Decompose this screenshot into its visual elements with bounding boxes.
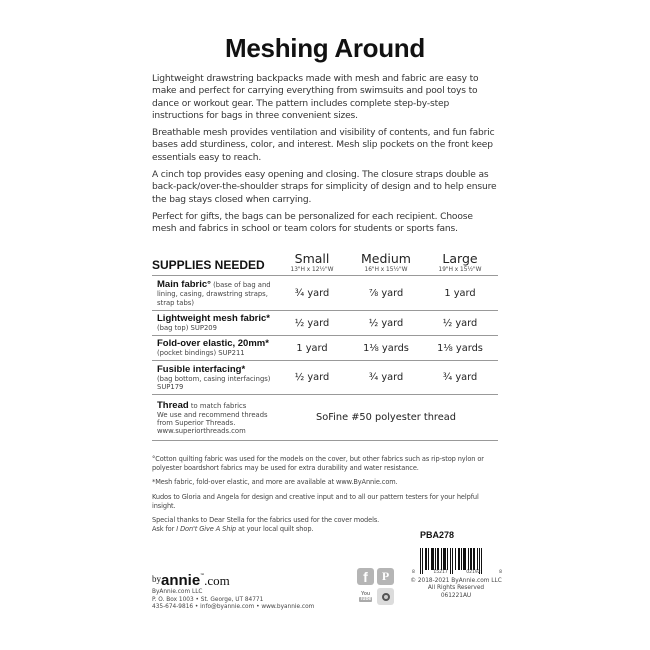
intro-paragraph: Perfect for gifts, the bags can be personalized for each recipient. Choose mesh and fabrics in school or team colors for students or sports fans. [152,211,473,235]
youtube-icon[interactable]: You Tube [357,588,374,605]
supply-desc: (base of bag and lining, casing, drawstring straps, strap tabs) [157,281,271,307]
qty-small: ¾ yard [294,287,330,299]
table-row [152,276,498,311]
supply-name: Thread [157,399,189,411]
intro-text [152,73,498,241]
publisher-address [152,589,314,612]
social-icons [357,568,397,605]
supply-sub: (bag top) SUP209 [157,324,217,333]
intro-paragraph: A cinch top provides easy opening and closing. The closure straps double as back-pack/over-the-shoulder straps for simplicity of design and to help ensure the bag stays closed when carrying. [152,170,497,205]
publisher-block [152,567,314,612]
table-row [152,311,498,336]
size-column-small [275,252,349,275]
company-name: ByAnnie.com LLC [152,589,203,595]
intro-paragraph: Lightweight drawstring backpacks made with mesh and fabric are easy to make and perfect for carrying everything from swimsuits and pool toys to dance or workout gear. The pattern includes complete step-by-step instructions for bags in three convenient sizes. [152,74,479,121]
intro-paragraph: Breathable mesh provides ventilation and visibility of contents, and fun fabric bases add sturdiness, color, and interest. Mesh slip pockets on the front keep essentials easy to reach. [152,128,495,163]
supply-sub: (pocket bindings) SUP211 [157,349,245,358]
note-cotton: °Cotton quilting fabric was used for the models on the cover, but other fabrics such as rip-stop nylon or polyester boardshort fabrics may be used for extra durability and water resistance. [152,455,484,473]
table-row [152,336,498,361]
supply-desc: to match fabrics [188,401,247,410]
table-row-thread [152,395,498,441]
print-code: 061221AU [440,592,472,599]
supply-name: Fusible interfacing* [157,363,246,375]
note-thanks: Special thanks to Dear Stella for the fabrics used for the cover models. Ask for I Don't Give A Ship at your local quilt shop. [152,516,380,534]
rights-reserved: All Rights Reserved [427,585,485,592]
supply-item [157,279,275,307]
supply-item [157,338,275,357]
supply-sub: (bag bottom, casing interfacings) SUP179 [157,374,271,391]
fabric-line-name: I Don't Give A Ship [176,525,237,534]
thread-value: SoFine #50 polyester thread [316,412,456,423]
instagram-icon[interactable] [377,588,394,605]
size-name: Medium [361,251,411,266]
supply-name: Fold-over elastic, 20mm* [157,338,269,350]
size-name: Small [294,251,330,266]
barcode-numbers: 8 15217 02192 8 [412,570,502,575]
qty-small: ½ yard [294,372,330,383]
supply-name: Lightweight mesh fabric* [157,313,270,325]
copyright-block [408,578,504,600]
note-kudos: Kudos to Gloria and Angela for design and creative input and to all our pattern testers for your helpful insight. [152,492,479,510]
qty-large: ½ yard [442,317,478,329]
copyright: © 2018-2021 ByAnnie.com LLC [410,578,502,584]
page-title: Meshing Around [225,33,425,63]
qty-medium: ¾ yard [368,372,404,383]
qty-small: ½ yard [294,317,330,329]
postal-address: P. O. Box 1003 • St. George, UT 84771 [152,596,264,603]
table-row [152,361,498,395]
byannie-logo: $^{by}$annie™.com [152,572,230,589]
size-dims: 13"H x 12½"W [290,267,334,273]
thread-link[interactable]: www.superiorthreads.com [157,427,246,436]
supplies-table [152,246,498,441]
qty-large: ¾ yard [442,372,478,383]
qty-medium: ⅞ yard [368,287,404,299]
supply-item [157,313,275,332]
qty-small: 1 yard [296,342,328,354]
facebook-icon[interactable]: f [357,568,374,585]
size-column-medium [349,252,423,275]
pinterest-icon[interactable]: P [377,568,394,585]
thread-note: from Superior Threads. [157,418,236,427]
contact-info: 435-674-9816 • info@byannie.com • www.byannie.com [152,604,315,611]
size-dims: 16"H x 15½"W [364,267,408,273]
supply-name: Main fabric° [157,279,211,291]
thread-note: We use and recommend threads [157,410,268,419]
qty-large: 1 yard [444,287,476,299]
supplies-heading: SUPPLIES NEEDED [152,258,265,272]
size-name: Large [442,251,478,266]
size-dims: 19"H x 15½"W [438,267,482,273]
qty-medium: 1⅛ yards [363,342,409,354]
qty-medium: ½ yard [368,317,404,329]
note-mesh: *Mesh fabric, fold-over elastic, and more are available at www.ByAnnie.com. [152,478,398,487]
camera-lens-icon [382,593,390,601]
pattern-sku: PBA278 [420,530,455,540]
supply-item [157,400,275,436]
barcode-block [412,548,502,600]
footnotes [152,455,498,539]
qty-large: 1⅛ yards [437,342,483,354]
size-column-large [423,252,497,275]
supplies-header [152,246,498,276]
supply-item [157,364,275,392]
